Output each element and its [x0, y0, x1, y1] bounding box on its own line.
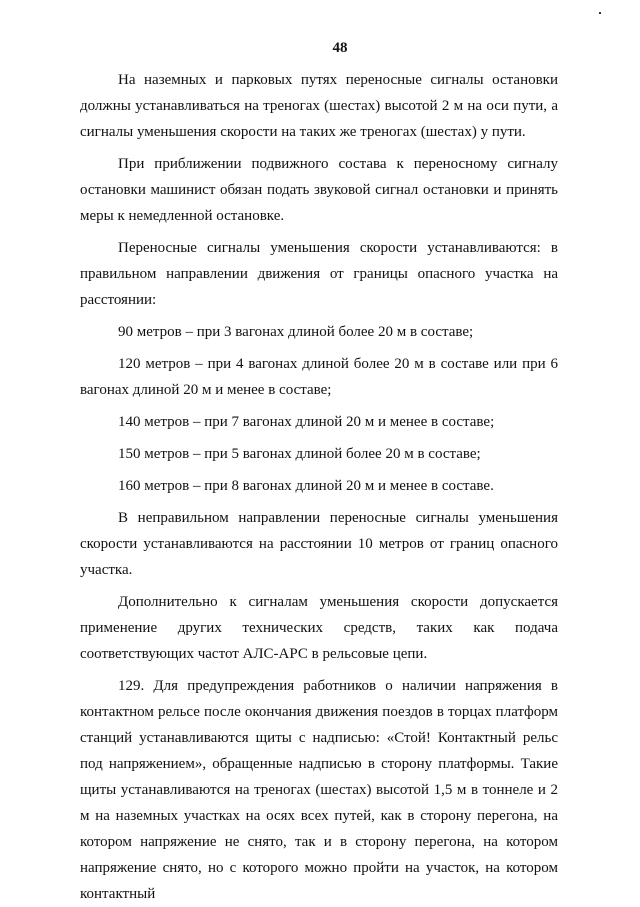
scan-speck	[599, 12, 601, 14]
paragraph-speed-reduction-intro: Переносные сигналы уменьшения скорости устанавливаются: в правильном направлении движения от границы опасного участка на расстоянии:	[80, 240, 558, 308]
list-item-120m: 120 метров – при 4 вагонах длиной более 20 м в составе или при 6 вагонах длиной 20 м и менее в составе;	[80, 356, 558, 398]
paragraph-portable-signals-placement: На наземных и парковых путях переносные сигналы остановки должны устанавливаться на треногах (шестах) высотой 2 м на оси пути, а сигналы уменьшения скорости на таких же треногах (шестах) у пути.	[80, 72, 558, 140]
document-body	[80, 67, 558, 907]
page-number: 48	[332, 40, 348, 56]
list-item-140m: 140 метров – при 7 вагонах длиной 20 м и менее в составе;	[118, 414, 495, 430]
paragraph-clause-129: 129. Для предупреждения работников о наличии напряжения в контактном рельсе после окончания движения поездов в торцах платформ станций устанавливаются щиты с надписью: «Стой! Контактный рельс под напряжением», обращенные надписью в сторону платформы. Такие щиты устанавливаются на треногах (шестах) высотой 1,5 м в тоннеле и 2 м на наземных участках на осях всех путей, как в сторону перегона, на котором напряжение не снято, так и в сторону перегона, на котором напряжение снято, но с которого можно пройти на участок, на котором контактный	[80, 678, 558, 902]
paragraph-wrong-direction: В неправильном направлении переносные сигналы уменьшения скорости устанавливаются на расстоянии 10 метров от границ опасного участка.	[80, 510, 558, 578]
list-item-150m: 150 метров – при 5 вагонах длиной более 20 м в составе;	[118, 446, 481, 462]
list-item-90m: 90 метров – при 3 вагонах длиной более 20 м в составе;	[118, 324, 474, 340]
list-item-160m: 160 метров – при 8 вагонах длиной 20 м и менее в составе.	[118, 478, 494, 494]
paragraph-driver-obligation: При приближении подвижного состава к переносному сигналу остановки машинист обязан подать звуковой сигнал остановки и принять меры к немедленной остановке.	[80, 156, 558, 224]
paragraph-additional-means: Дополнительно к сигналам уменьшения скорости допускается применение других технических средств, таких как подача соответствующих частот АЛС-АРС в рельсовые цепи.	[80, 594, 558, 662]
